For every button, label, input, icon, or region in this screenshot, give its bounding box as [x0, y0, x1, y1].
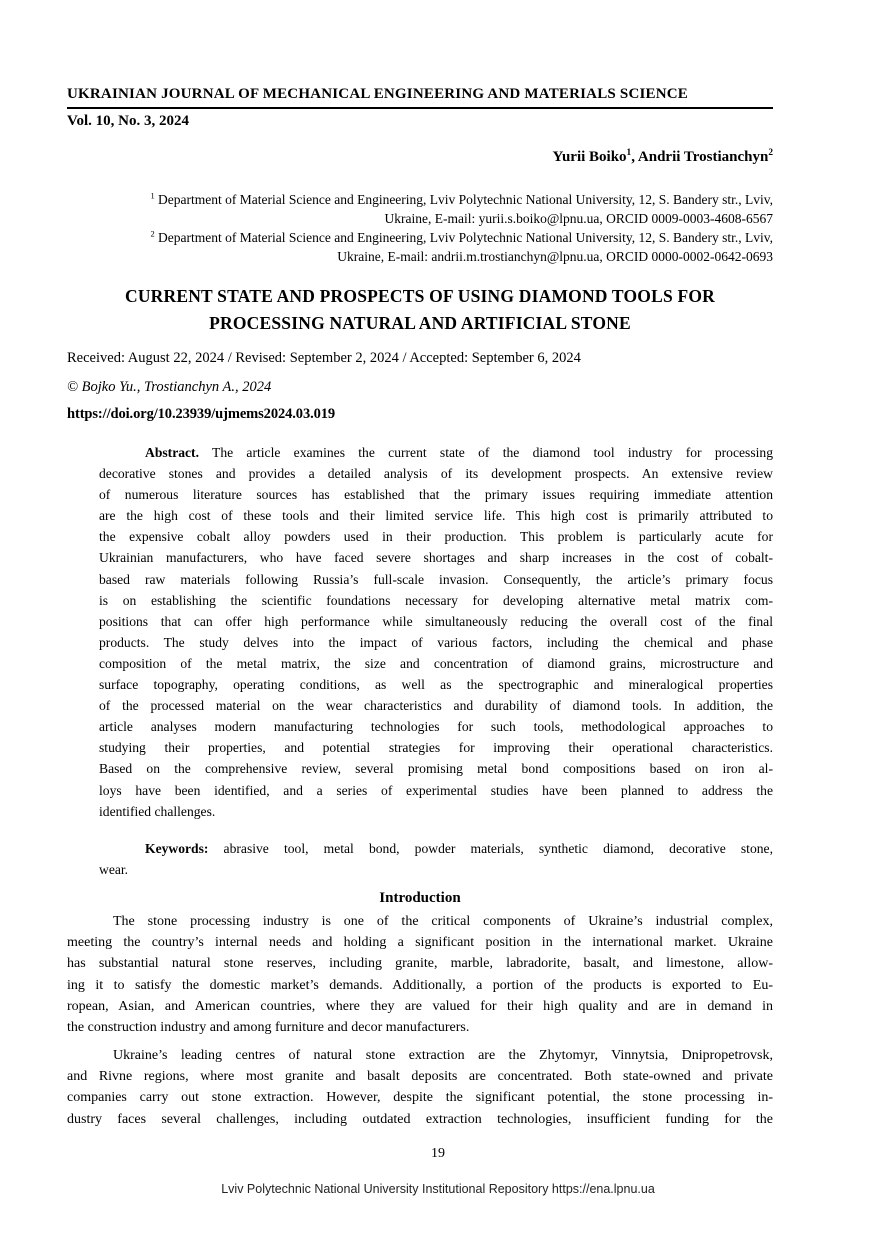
page-number: 19: [431, 1146, 445, 1161]
text-line: products. The study delves into the impact of various factors, including the chemical and phase: [99, 634, 773, 650]
text-line: Keywords: abrasive tool, metal bond, powder materials, synthetic diamond, decorative stone,: [145, 840, 773, 856]
text-line: based raw materials following Russia’s full-scale invasion. Consequently, the article’s primary focus: [99, 571, 773, 587]
text-line: identified challenges.: [99, 803, 216, 819]
abstract-block: [99, 442, 773, 880]
text-line: Ukraine, E-mail: andrii.m.trostianchyn@lpnu.ua, ORCID 0000-0002-0642-0693: [337, 249, 773, 264]
text-line: positions that can offer high performance while simultaneously reducing the overall cost of the final: [99, 613, 773, 629]
text-line: wear.: [99, 861, 129, 877]
text-line: Ukraine’s leading centres of natural stone extraction are the Zhytomyr, Vinnytsia, Dnipropetrovsk,: [113, 1047, 773, 1063]
text-line: dustry faces several challenges, including outdated extraction technologies, insufficient funding for the: [67, 1111, 773, 1127]
section-heading-introduction: Introduction: [379, 889, 461, 906]
text-line: ing it to satisfy the domestic market’s demands. Additionally, a portion of the products is exported to Eu-: [67, 977, 773, 993]
affiliation-item: [67, 190, 773, 228]
text-line: has substantial natural stone reserves, including granite, marble, labradorite, basalt, and limestone, allow-: [67, 956, 773, 972]
text-line: decorative stones and provides a detailed analysis of its development prospects. An extensive review: [99, 466, 773, 482]
body-paragraph: [67, 911, 773, 1039]
text-line: Ukraine, E-mail: yurii.s.boiko@lpnu.ua, ORCID 0009-0003-4608-6567: [384, 211, 773, 226]
author-affiliation-marker: 2: [768, 148, 773, 158]
text-line: meeting the country’s internal needs and holding a significant position in the international market. Ukraine: [67, 935, 773, 951]
text-line: studying their properties, and potential strategies for improving their operational characteristics.: [99, 740, 773, 756]
abstract-label: Abstract.: [145, 445, 199, 460]
text-line: of numerous literature sources has established that the primary issues requiring immediate attention: [99, 487, 773, 503]
text-line: $^2$ Department of Material Science and Engineering, Lviv Polytechnic National University, 12, S. Bandery str., Lviv,: [150, 229, 773, 245]
text-line: article analyses modern manufacturing technologies for such tools, methodological approaches to: [99, 719, 773, 735]
text-line: Abstract. The article examines the current state of the diamond tool industry for processing: [145, 445, 773, 460]
journal-name: UKRAINIAN JOURNAL OF MECHANICAL ENGINEERING AND MATERIALS SCIENCE: [67, 85, 773, 109]
repository-line: Lviv Polytechnic National University Institutional Repository https://ena.lpnu.ua: [221, 1182, 655, 1196]
text-line: are the high cost of these tools and their limited service life. This high cost is primarily attributed to: [99, 508, 773, 524]
affiliation-marker: 1: [150, 191, 155, 201]
affiliation-item: [67, 228, 773, 266]
author-name: Yurii Boiko: [552, 149, 627, 165]
text-line: is on establishing the scientific foundations necessary for developing alternative metal matrix com-: [99, 592, 773, 608]
text-line: surface topography, operating conditions, as well as the spectrographic and mineralogical properties: [99, 677, 773, 693]
text-line: the construction industry and among furniture and decor manufacturers.: [67, 1020, 470, 1036]
keywords-paragraph: [99, 838, 773, 880]
keywords-label: Keywords:: [145, 840, 209, 856]
text-line: Based on the comprehensive review, several promising metal bond compositions based on iron al-: [99, 761, 773, 777]
text-line: PROCESSING NATURAL AND ARTIFICIAL STONE: [209, 313, 631, 333]
text-line: composition of the metal matrix, the size and concentration of diamond grains, microstructure and: [99, 655, 773, 671]
affiliations-block: [67, 190, 773, 266]
journal-issue: Vol. 10, No. 3, 2024: [67, 113, 189, 129]
received-line: Received: August 22, 2024 / Revised: September 2, 2024 / Accepted: September 6, 2024: [67, 350, 581, 366]
text-line: the expensive cobalt alloy powders used in their production. This problem is particularly acute for: [99, 529, 773, 545]
author-name: Andrii Trostianchyn: [637, 149, 769, 165]
text-line: The stone processing industry is one of the critical components of Ukraine’s industrial complex,: [113, 913, 773, 929]
article-title: [67, 283, 773, 337]
copyright-line: © Bojko Yu., Trostianchyn A., 2024: [67, 379, 272, 395]
authors-line: Yurii Boiko$^1$, Andrii Trostianchyn$^2$: [552, 148, 773, 165]
doi-line: https://doi.org/10.23939/ujmems2024.03.019: [67, 406, 336, 422]
author-affiliation-marker: 1: [626, 148, 632, 158]
abstract-paragraph: [99, 442, 773, 822]
affiliation-marker: 2: [150, 229, 155, 239]
text-line: $^1$ Department of Material Science and Engineering, Lviv Polytechnic National University, 12, S. Bandery str., Lviv,: [150, 191, 773, 207]
text-line: CURRENT STATE AND PROSPECTS OF USING DIAMOND TOOLS FOR: [124, 286, 716, 306]
text-line: companies carry out stone extraction. However, despite the significant potential, the stone processing in-: [67, 1090, 773, 1106]
text-line: ropean, Asian, and American countries, where they are valued for their high quality and are in demand in: [67, 999, 773, 1015]
text-line: of the processed material on the wear characteristics and durability of diamond tools. In addition, the: [99, 698, 773, 714]
body-paragraph: [67, 1045, 773, 1130]
text-line: Ukrainian manufacturers, who have faced severe shortages and sharp increases in the cost of cobalt-: [99, 550, 773, 566]
text-line: loys have been identified, and a series of experimental studies have been planned to address the: [99, 782, 773, 798]
text-line: and Rivne regions, where most granite and basalt deposits are concentrated. Both state-owned and private: [67, 1068, 773, 1084]
